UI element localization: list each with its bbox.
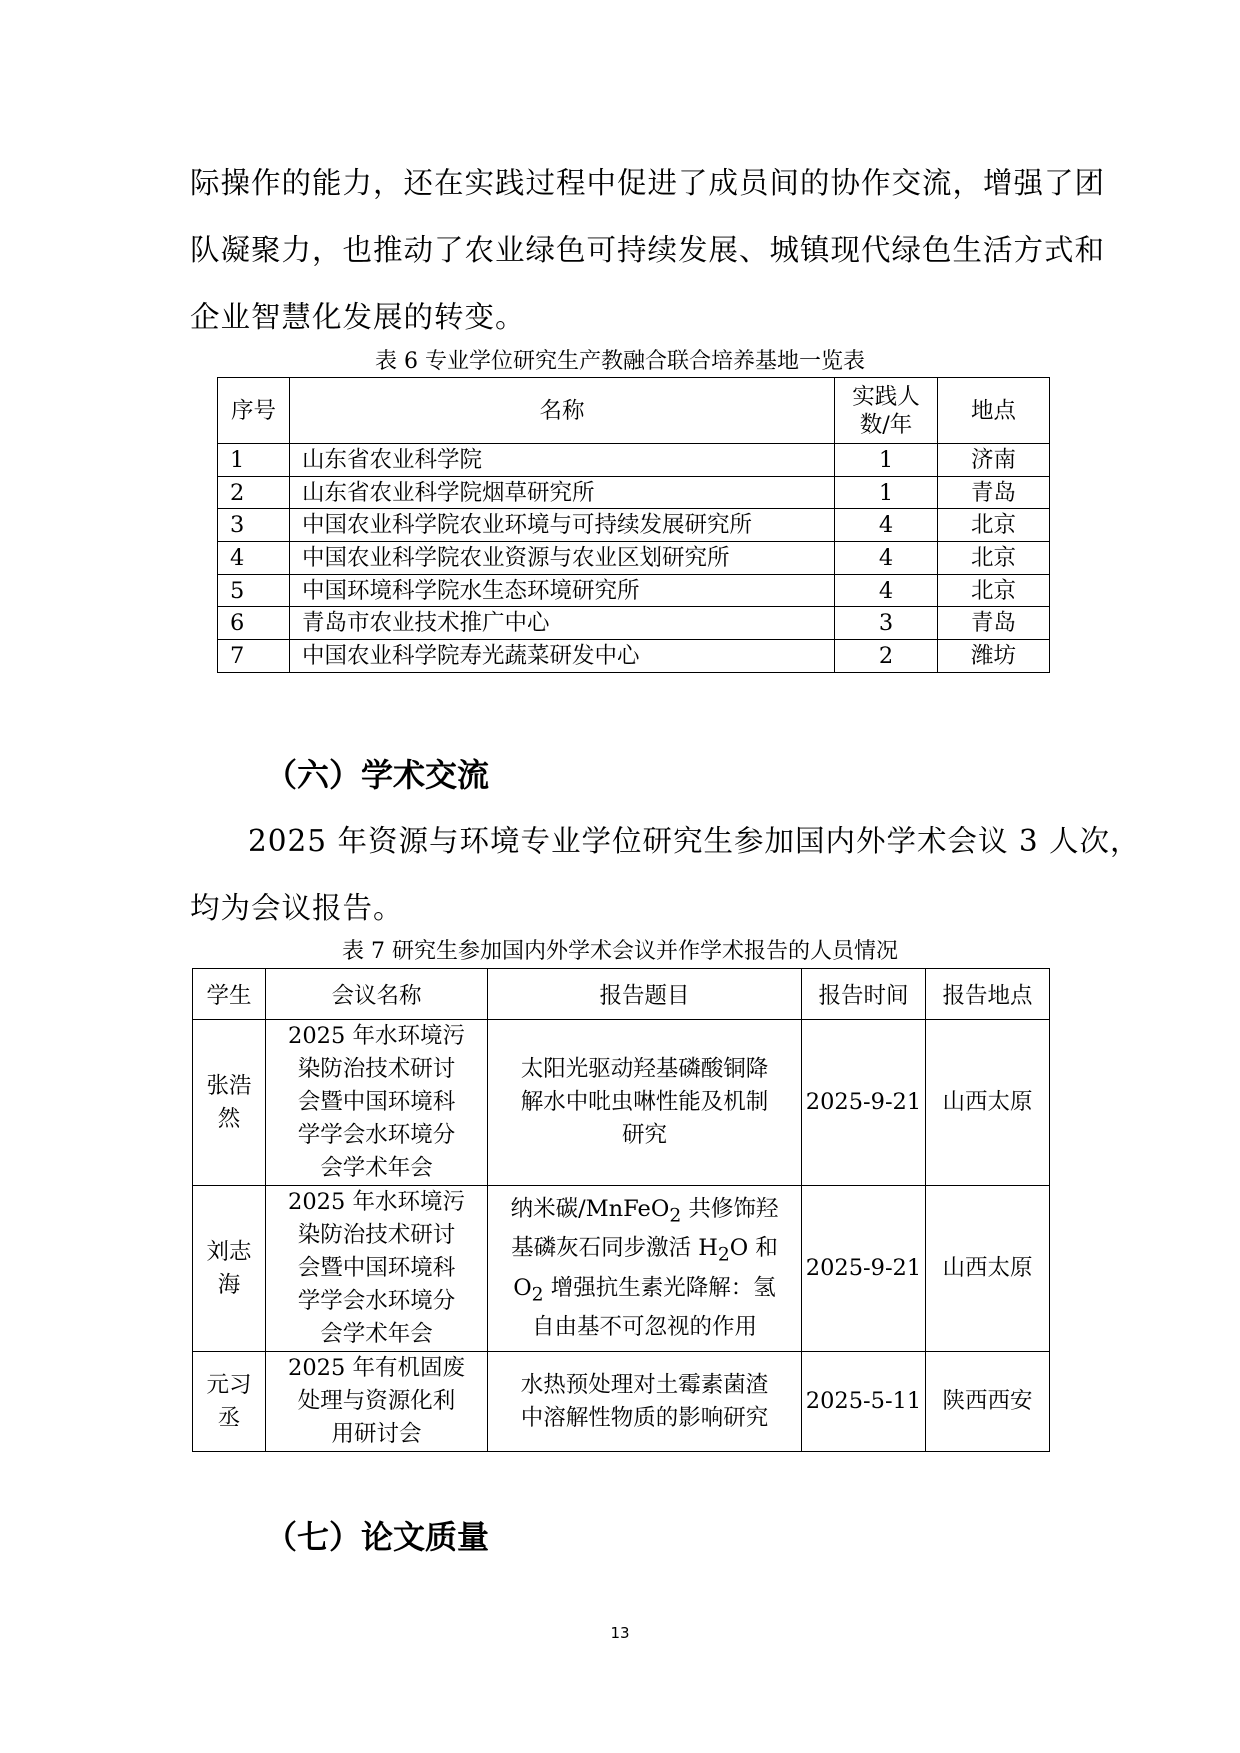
table-row xyxy=(218,509,1050,542)
cell-student xyxy=(193,1186,266,1352)
table6-header-count xyxy=(835,378,938,444)
body-text-line: 队凝聚力，也推动了农业绿色可持续发展、城镇现代绿色生活方式和 xyxy=(190,233,1106,267)
table6-header-count-line: 实践人 xyxy=(852,383,920,410)
subscript: 2 xyxy=(669,1205,682,1227)
text-run: 共修饰羟 xyxy=(681,1195,779,1222)
cell-seq: 2 xyxy=(218,476,290,509)
table-row xyxy=(193,1352,1050,1452)
cell-line: 学学会水环境分 xyxy=(297,1288,456,1314)
cell-conference xyxy=(266,1020,488,1186)
table-row xyxy=(218,574,1050,607)
cell-line: 染防治技术研讨 xyxy=(297,1222,456,1248)
page-number: 13 xyxy=(610,1624,630,1642)
cell-name: 山东省农业科学院烟草研究所 xyxy=(290,476,835,509)
cell-line: 用研讨会 xyxy=(331,1421,422,1447)
cell-name: 中国环境科学院水生态环境研究所 xyxy=(290,574,835,607)
cell-location: 青岛 xyxy=(938,607,1050,640)
body-text-line: 际操作的能力，还在实践过程中促进了成员间的协作交流，增强了团 xyxy=(190,166,1106,200)
cell-conference xyxy=(266,1352,488,1452)
cell-location: 北京 xyxy=(938,542,1050,575)
cell-location: 北京 xyxy=(938,509,1050,542)
cell-location: 北京 xyxy=(938,574,1050,607)
table-row xyxy=(193,1020,1050,1186)
cell-line: 丞 xyxy=(217,1404,241,1431)
cell-count: 1 xyxy=(835,476,938,509)
table-row xyxy=(193,1186,1050,1352)
table6-header-count-line: 数/年 xyxy=(859,411,913,438)
table6-header-location: 地点 xyxy=(938,378,1050,444)
cell-name: 中国农业科学院农业环境与可持续发展研究所 xyxy=(290,509,835,542)
cell-line: 2025 年水环境污 xyxy=(288,1023,465,1049)
text-run: O xyxy=(513,1274,532,1301)
cell-line: 刘志 xyxy=(206,1238,252,1265)
text-run: O 和 xyxy=(729,1235,778,1262)
cell-student xyxy=(193,1020,266,1186)
table7-header-row xyxy=(193,969,1050,1020)
text-run: 基磷灰石同步激活 H xyxy=(511,1235,718,1262)
cell-title xyxy=(488,1186,802,1352)
table-row xyxy=(218,607,1050,640)
cell-seq: 1 xyxy=(218,444,290,477)
table-row xyxy=(218,542,1050,575)
table7-header-title: 报告题目 xyxy=(488,969,802,1020)
cell-line: 水热预处理对土霉素菌渣 xyxy=(520,1371,769,1398)
cell-line: 元习 xyxy=(206,1371,252,1398)
table-row xyxy=(218,640,1050,673)
cell-student xyxy=(193,1352,266,1452)
table7 xyxy=(192,968,1050,1452)
cell-date: 2025-9-21 xyxy=(802,1186,926,1352)
table7-caption: 表 7 研究生参加国内外学术会议并作学术报告的人员情况 xyxy=(342,939,898,964)
cell-name: 中国农业科学院农业资源与农业区划研究所 xyxy=(290,542,835,575)
cell-line xyxy=(488,1272,801,1312)
cell-line xyxy=(488,1193,801,1233)
cell-line xyxy=(488,1232,801,1272)
table7-header-student: 学生 xyxy=(193,969,266,1020)
cell-place: 山西太原 xyxy=(926,1186,1050,1352)
subscript: 2 xyxy=(531,1284,544,1306)
cell-line: 研究 xyxy=(621,1122,667,1148)
table-row xyxy=(218,444,1050,477)
subscript: 2 xyxy=(717,1244,730,1266)
table6-header-row xyxy=(218,378,1050,444)
cell-title xyxy=(488,1020,802,1186)
section-heading: （七）论文质量 xyxy=(265,1518,490,1556)
cell-line: 自由基不可忽视的作用 xyxy=(531,1314,757,1341)
table7-header-place: 报告地点 xyxy=(926,969,1050,1020)
cell-line: 2025 年水环境污 xyxy=(288,1189,465,1215)
cell-line: 会学术年会 xyxy=(320,1321,433,1347)
cell-line: 太阳光驱动羟基磷酸铜降 xyxy=(520,1056,769,1082)
cell-date: 2025-5-11 xyxy=(802,1352,926,1452)
cell-place: 山西太原 xyxy=(926,1020,1050,1186)
text-run: 增强抗生素光降解：氢 xyxy=(543,1274,776,1301)
body-text-line: 2025 年资源与环境专业学位研究生参加国内外学术会议 3 人次， xyxy=(248,824,1141,858)
cell-line: 张浩 xyxy=(206,1072,252,1099)
cell-count: 4 xyxy=(835,542,938,575)
table6-caption: 表 6 专业学位研究生产教融合联合培养基地一览表 xyxy=(375,349,865,374)
cell-count: 1 xyxy=(835,444,938,477)
cell-line: 海 xyxy=(217,1271,241,1298)
cell-location: 青岛 xyxy=(938,476,1050,509)
cell-line: 染防治技术研讨 xyxy=(297,1056,456,1082)
text-run: 纳米碳/MnFeO xyxy=(510,1195,670,1222)
table6-header-name: 名称 xyxy=(290,378,835,444)
cell-seq: 5 xyxy=(218,574,290,607)
cell-name: 山东省农业科学院 xyxy=(290,444,835,477)
cell-line: 会学术年会 xyxy=(320,1155,433,1181)
cell-line: 解水中吡虫啉性能及机制 xyxy=(520,1089,769,1115)
cell-line: 学学会水环境分 xyxy=(297,1122,456,1148)
cell-count: 2 xyxy=(835,640,938,673)
table7-header-conference: 会议名称 xyxy=(266,969,488,1020)
cell-seq: 4 xyxy=(218,542,290,575)
cell-line: 中溶解性物质的影响研究 xyxy=(520,1404,769,1431)
section-heading: （六）学术交流 xyxy=(265,756,490,794)
table6-header-seq: 序号 xyxy=(218,378,290,444)
cell-location: 济南 xyxy=(938,444,1050,477)
cell-name: 中国农业科学院寿光蔬菜研发中心 xyxy=(290,640,835,673)
cell-conference xyxy=(266,1186,488,1352)
table-row xyxy=(218,476,1050,509)
cell-title xyxy=(488,1352,802,1452)
cell-count: 4 xyxy=(835,574,938,607)
cell-count: 4 xyxy=(835,509,938,542)
cell-seq: 7 xyxy=(218,640,290,673)
body-text-line: 企业智慧化发展的转变。 xyxy=(190,300,526,334)
body-text-line: 均为会议报告。 xyxy=(190,891,404,925)
cell-place: 陕西西安 xyxy=(926,1352,1050,1452)
cell-line: 处理与资源化利 xyxy=(297,1388,456,1414)
cell-date: 2025-9-21 xyxy=(802,1020,926,1186)
cell-line: 会暨中国环境科 xyxy=(297,1255,456,1281)
cell-seq: 6 xyxy=(218,607,290,640)
cell-location: 潍坊 xyxy=(938,640,1050,673)
cell-line: 会暨中国环境科 xyxy=(297,1089,456,1115)
cell-line: 然 xyxy=(217,1105,241,1132)
cell-name: 青岛市农业技术推广中心 xyxy=(290,607,835,640)
cell-line: 2025 年有机固废 xyxy=(288,1355,465,1381)
table7-header-date: 报告时间 xyxy=(802,969,926,1020)
table6 xyxy=(217,377,1050,673)
cell-count: 3 xyxy=(835,607,938,640)
cell-seq: 3 xyxy=(218,509,290,542)
